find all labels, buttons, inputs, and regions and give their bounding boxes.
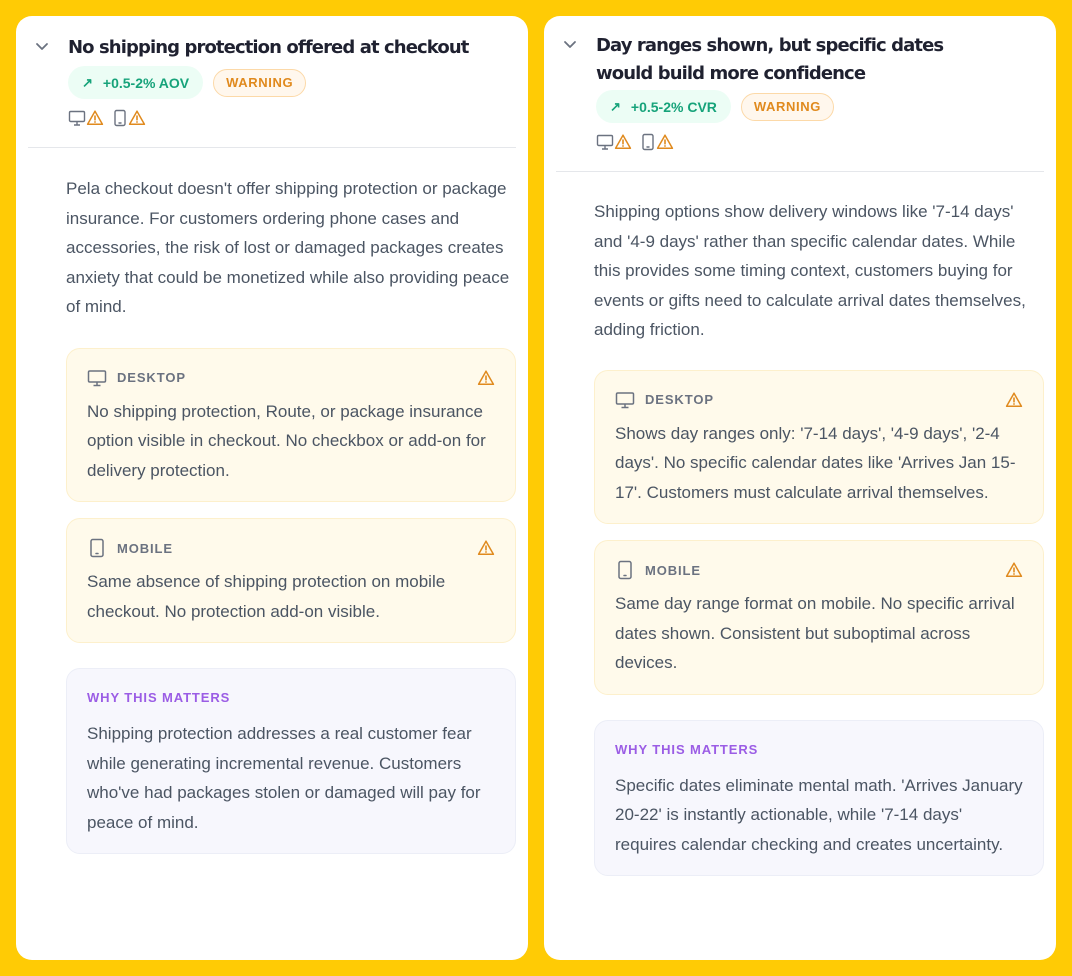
desktop-label: DESKTOP	[117, 370, 186, 385]
divider	[556, 171, 1044, 172]
why-text: Specific dates eliminate mental math. 'Arrives January 20-22' is instantly actionable, while '7-14 days' requires calendar checking and creates uncertainty.	[615, 775, 1023, 854]
divider	[28, 147, 516, 148]
issue-title	[596, 32, 943, 88]
warning-triangle-icon	[1005, 561, 1023, 579]
desktop-finding	[66, 348, 516, 503]
monitor-icon	[68, 109, 86, 127]
issue-card-shipping-protection	[16, 16, 528, 960]
warning-triangle-icon	[614, 133, 632, 151]
mobile-text: Same absence of shipping protection on mobile checkout. No protection add-on visible.	[87, 572, 446, 621]
mobile-finding	[594, 540, 1044, 695]
mobile-text: Same day range format on mobile. No specific arrival dates shown. Consistent but suboptimal across devices.	[615, 594, 1015, 672]
impact-badge	[596, 90, 731, 123]
trend-up-arrow-icon: ↗	[82, 74, 93, 90]
issue-description: Pela checkout doesn't offer shipping protection or package insurance. For customers ordering phone cases and accessories, the risk of lost or damaged packages creates anxiety that could be monetized while also providing peace of mind.	[66, 179, 510, 316]
issue-description: Shipping options show delivery windows like '7-14 days' and '4-9 days' rather than specific calendar dates. While this provides some timing context, customers buying for events or gifts need to calculate arrival dates themselves, adding friction.	[594, 202, 1026, 339]
severity-badge: WARNING	[741, 93, 834, 121]
severity-badge: WARNING	[213, 69, 306, 97]
chevron-down-icon[interactable]	[560, 34, 580, 54]
issue-header[interactable]	[16, 16, 528, 62]
desktop-text: No shipping protection, Route, or package insurance option visible in checkout. No checkbox or add-on for delivery protection.	[87, 401, 486, 480]
why-text: Shipping protection addresses a real customer fear while generating incremental revenue. Customers who've had packages stolen or damaged will pay for peace of mind.	[87, 724, 481, 832]
mobile-label: MOBILE	[117, 540, 173, 556]
monitor-icon	[87, 368, 107, 388]
mobile-finding	[66, 518, 516, 643]
warning-triangle-icon	[656, 133, 674, 151]
phone-icon	[87, 538, 107, 558]
device-status	[596, 131, 1056, 153]
warning-triangle-icon	[477, 539, 495, 557]
desktop-label: DESKTOP	[645, 392, 714, 407]
issue-title-line: Day ranges shown, but specific dates	[596, 35, 944, 56]
why-this-matters	[66, 668, 516, 854]
issue-card-day-ranges	[544, 16, 1056, 960]
why-label: WHY THIS MATTERS	[87, 690, 231, 705]
warning-triangle-icon	[86, 109, 104, 127]
impact-value: +0.5-2% CVR	[630, 98, 717, 115]
desktop-finding	[594, 370, 1044, 525]
phone-icon	[615, 560, 635, 580]
mobile-label: MOBILE	[645, 562, 701, 578]
device-status	[68, 107, 528, 129]
why-label: WHY THIS MATTERS	[615, 741, 759, 757]
warning-triangle-icon	[1005, 391, 1023, 409]
why-this-matters	[594, 720, 1044, 877]
impact-badge	[68, 66, 203, 99]
chevron-down-icon[interactable]	[32, 36, 52, 56]
warning-triangle-icon	[477, 369, 495, 387]
issue-title: No shipping protection offered at checkout	[68, 37, 469, 58]
desktop-text: Shows day ranges only: '7-14 days', '4-9 days', '2-4 days'. No specific calendar dates like 'Arrives Jan 15-17'. Customers must calculate arrival themselves.	[615, 423, 1016, 502]
impact-value: +0.5-2% AOV	[102, 74, 190, 91]
issue-header[interactable]	[544, 16, 1056, 88]
monitor-icon	[615, 390, 635, 410]
phone-icon	[640, 133, 656, 151]
warning-triangle-icon	[128, 109, 146, 127]
trend-up-arrow-icon: ↗	[610, 98, 621, 114]
phone-icon	[112, 109, 128, 127]
monitor-icon	[596, 133, 614, 151]
issue-title-line: would build more confidence	[596, 63, 866, 84]
